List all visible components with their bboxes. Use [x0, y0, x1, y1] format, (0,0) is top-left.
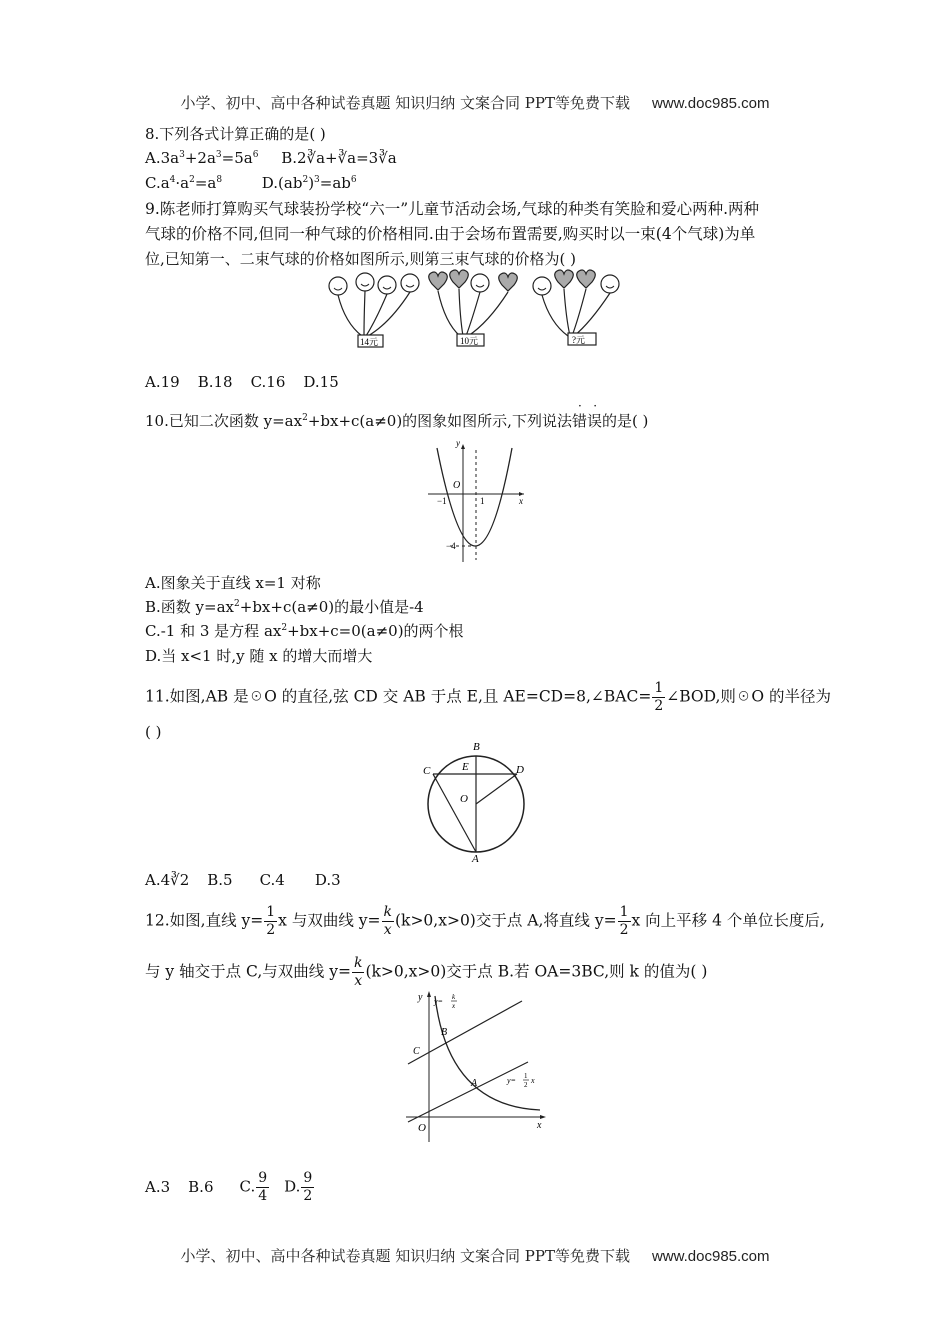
q8-options-ab [145, 148, 397, 168]
axis-label-y: y [418, 992, 423, 1003]
page-header [0, 92, 950, 113]
q10-stem: 10.已知二次函数 $y=ax^2+bx+c(a\ne 0)$的图象如图所示,下列说法错误的是( ) [145, 412, 649, 430]
origin-label: O [418, 1122, 426, 1134]
q8-option-b: B.2∛a+∛a=3∛a [281, 149, 397, 167]
point-c: C [423, 765, 431, 777]
q9-option-b: B.18 [197, 373, 233, 391]
fraction-half-1: $\frac{1}{2}$ [266, 904, 276, 938]
fraction-9-over-2: $\frac{9}{2}$ [303, 1170, 313, 1204]
parabola-figure [420, 440, 530, 566]
q12-line-2: 与 y 轴交于点 C,与双曲线 y= $\frac{k}{x}$ (k>0,x>0)交于点 B.若 OA=3BC,则 k 的值为( ) [145, 955, 708, 989]
hyperbola-figure [400, 986, 550, 1146]
q12-option-b: B.6 [188, 1177, 214, 1196]
point-a: A [471, 1078, 478, 1089]
balloon-bunch-3 [533, 270, 619, 345]
q9-line-1: 9.陈老师打算购买气球装扮学校“六一”儿童节活动会场,气球的种类有笑脸和爱心两种.两种 [145, 200, 759, 218]
curve-label-prefix: y= [434, 997, 443, 1006]
label-neg4: −4 [446, 541, 456, 551]
curve-label-x: x [452, 1002, 456, 1010]
q9-line-3: 位,已知第一、二束气球的价格如图所示,则第三束气球的价格为( ) [145, 250, 577, 268]
q8-options-cd [145, 173, 357, 193]
fraction-k-over-x-1: $\frac{k}{x}$ [383, 904, 392, 938]
q8-option-d: $D.(ab^2)^3=ab^6$ [261, 174, 357, 192]
q11-option-c: C.4 [259, 871, 285, 889]
page-footer [0, 1245, 950, 1266]
point-c: C [413, 1046, 420, 1057]
curve-label-k: k [452, 993, 456, 1001]
q12-option-d: D. $\frac{9}{2}$ [284, 1170, 313, 1204]
q11-stem: 11.如图,AB 是☉O 的直径,弦 CD 交 AB 于点 E,且 AE=CD=8,∠BAC= $\frac{1}{2}$ ∠BOD,则☉O 的半径为 [145, 680, 832, 714]
footer-site: www.doc985.com [651, 1248, 770, 1265]
label-neg1: −1 [437, 496, 447, 506]
q12-option-c: C. $\frac{9}{4}$ [239, 1170, 268, 1204]
bunch-3-price: ?元 [572, 335, 585, 345]
axis-label-x: x [519, 496, 523, 506]
bunch-1-price: 14元 [360, 337, 379, 347]
q11-option-d: D.3 [314, 871, 341, 889]
balloon-bunch-1 [329, 273, 419, 347]
q10-option-d: D.当 x<1 时,y 随 x 的增大而增大 [145, 647, 373, 665]
point-o: O [460, 793, 468, 805]
fraction-half-2: $\frac{1}{2}$ [619, 904, 629, 938]
axis-label-x: x [537, 1120, 542, 1131]
label-one: 1 [480, 496, 485, 506]
line-label-x: x [531, 1076, 535, 1085]
q11-paren: ( ) [145, 723, 162, 741]
q11-option-b: B.5 [207, 871, 233, 889]
fraction-k-over-x-2: $\frac{k}{x}$ [353, 955, 363, 989]
line-label-two: 2 [524, 1081, 528, 1089]
balloon-bunch-2 [429, 270, 518, 346]
q9-line-2: 气球的价格不同,但同一种气球的价格相同.由于会场布置需要,购买时以一束(4个气球)为单 [145, 225, 756, 243]
circle-figure [420, 738, 540, 864]
point-a: A [472, 853, 479, 864]
line-label-one: 1 [524, 1072, 528, 1080]
q8-option-a: $A.3a^3+2a^3=5a^6$ [145, 149, 259, 167]
fraction-9-over-4: $\frac{9}{4}$ [258, 1170, 268, 1204]
header-site: www.doc985.com [651, 95, 770, 112]
q10-option-c: C.-1 和 3 是方程 $ax^2+bx+c=0(a\ne 0)$的两个根 [145, 622, 464, 640]
q12-options [145, 1170, 333, 1205]
q12-line-1: 12.如图,直线 y= $\frac{1}{2}$ x 与双曲线 y= $\frac{k}{x}$ (k>0,x>0)交于点 A,将直线 y= $\frac{1}{2}$ x 向上平移 4 个单位长度后, [145, 904, 825, 938]
axis-label-y: y [456, 440, 460, 448]
line-label-prefix: y= [507, 1076, 516, 1085]
point-e: E [462, 761, 469, 773]
q11-options [145, 870, 359, 890]
header-text: 小学、初中、高中各种试卷真题 知识归纳 文案合同 PPT等免费下载 [180, 94, 630, 112]
point-d: D [516, 764, 524, 776]
point-b: B [473, 741, 480, 753]
q9-option-c: C.16 [250, 373, 286, 391]
emphasis-dots: · · [578, 399, 598, 413]
q8-stem: 8.下列各式计算正确的是( ) [145, 125, 326, 143]
origin-label: O [453, 480, 461, 491]
fraction-one-half: $\frac{1}{2}$ [654, 680, 664, 714]
q9-option-d: D.15 [303, 373, 339, 391]
q12-option-a: A.3 [145, 1177, 171, 1196]
point-b: B [441, 1027, 448, 1038]
q11-option-a: A.4∛2 [145, 871, 190, 889]
footer-text: 小学、初中、高中各种试卷真题 知识归纳 文案合同 PPT等免费下载 [180, 1247, 630, 1265]
balloons-figure [320, 268, 630, 354]
bunch-2-price: 10元 [460, 336, 479, 346]
q8-option-c: $C.a^4\cdot a^2=a^8$ [145, 174, 223, 192]
q9-options [145, 372, 357, 392]
q10-option-a: A.图象关于直线 x=1 对称 [145, 574, 321, 592]
q9-option-a: A.19 [145, 373, 180, 391]
q10-option-b: B.函数 $y=ax^2+bx+c(a\ne 0)$的最小值是-4 [145, 598, 424, 616]
